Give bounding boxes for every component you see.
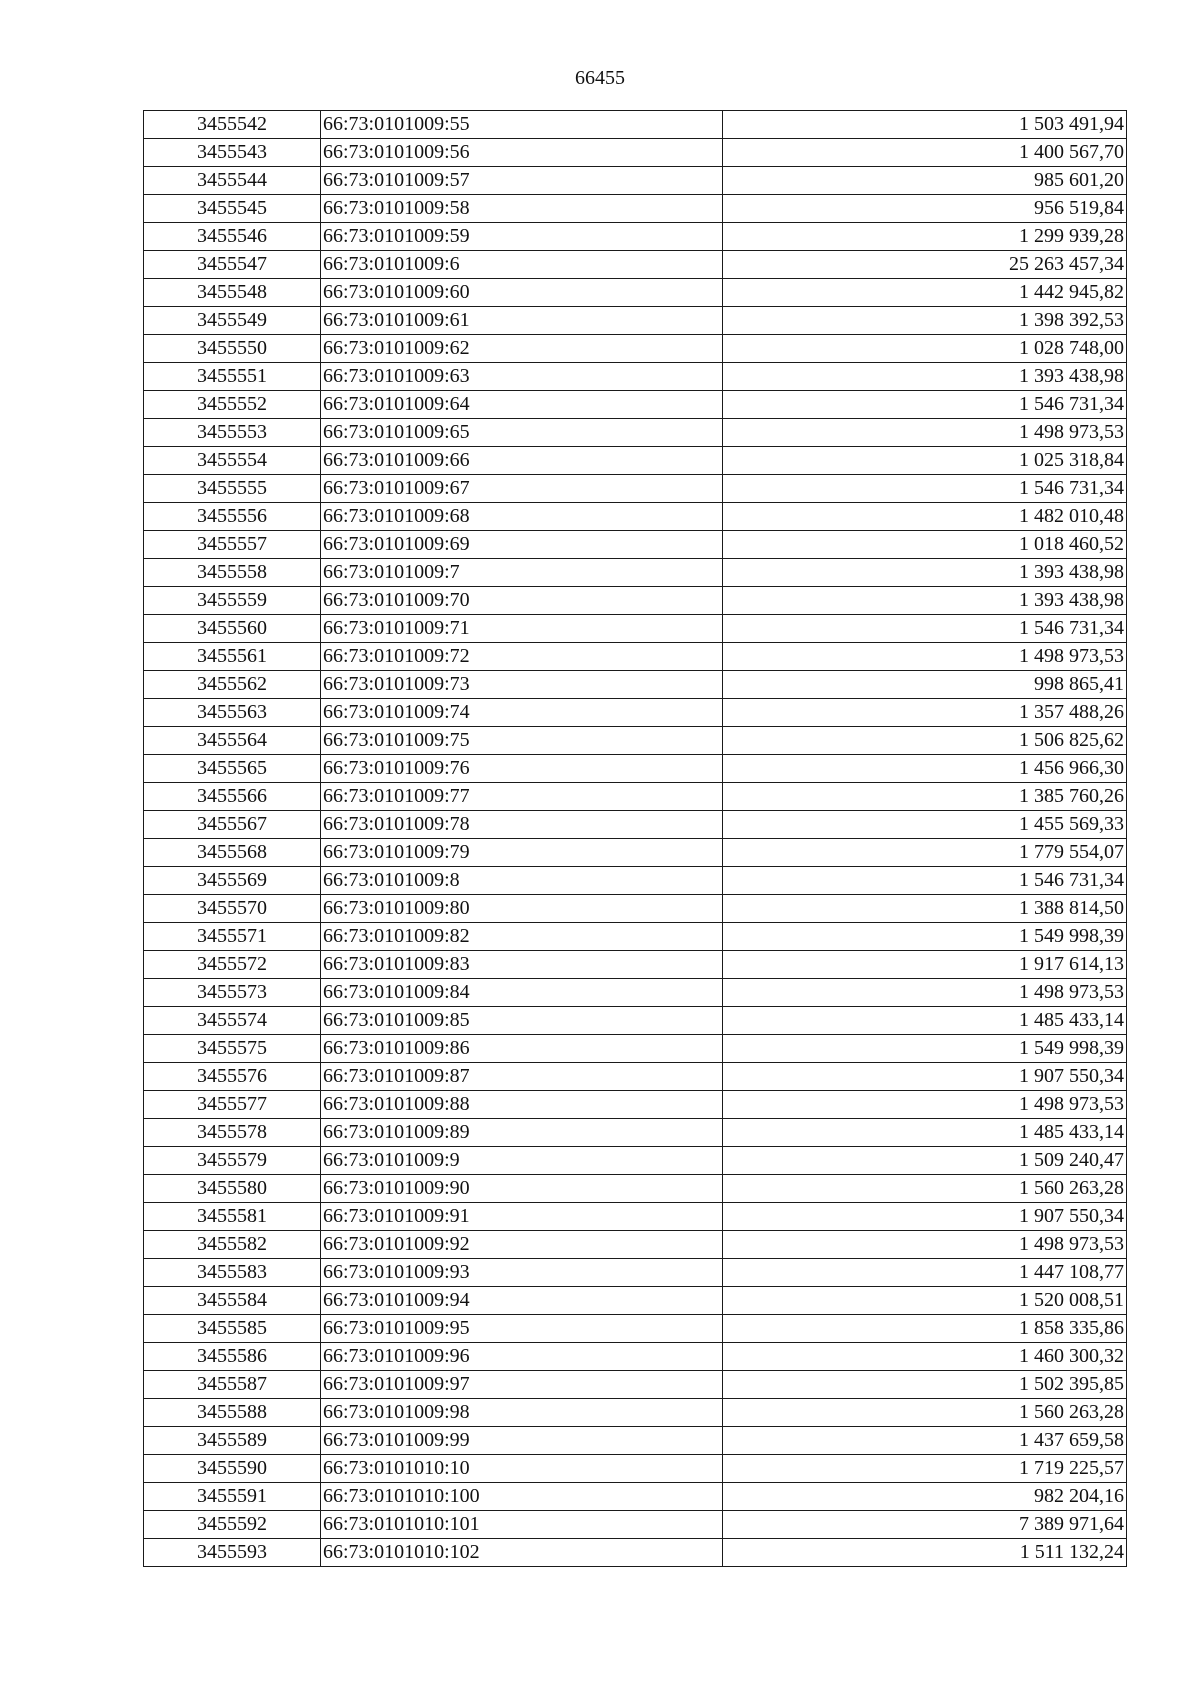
row-id-cell: 3455546 (144, 223, 321, 251)
cadastral-value-table (143, 110, 1127, 1567)
row-id-cell: 3455575 (144, 1035, 321, 1063)
cadastral-value-cell: 1 028 748,00 (723, 335, 1127, 363)
cadastral-number-cell: 66:73:0101009:68 (321, 503, 723, 531)
cadastral-value-cell: 1 447 108,77 (723, 1259, 1127, 1287)
row-id-cell: 3455565 (144, 755, 321, 783)
cadastral-number-cell: 66:73:0101009:57 (321, 167, 723, 195)
cadastral-value-cell: 1 025 318,84 (723, 447, 1127, 475)
cadastral-value-cell: 1 546 731,34 (723, 475, 1127, 503)
cadastral-value-cell: 1 393 438,98 (723, 559, 1127, 587)
row-id-cell: 3455558 (144, 559, 321, 587)
cadastral-value-cell: 1 498 973,53 (723, 643, 1127, 671)
cadastral-number-cell: 66:73:0101009:55 (321, 111, 723, 139)
cadastral-number-cell: 66:73:0101009:61 (321, 307, 723, 335)
cadastral-number-cell: 66:73:0101009:76 (321, 755, 723, 783)
row-id-cell: 3455560 (144, 615, 321, 643)
cadastral-value-cell: 1 456 966,30 (723, 755, 1127, 783)
row-id-cell: 3455571 (144, 923, 321, 951)
cadastral-number-cell: 66:73:0101009:86 (321, 1035, 723, 1063)
cadastral-value-cell: 1 560 263,28 (723, 1175, 1127, 1203)
row-id-cell: 3455564 (144, 727, 321, 755)
table-row (144, 755, 1127, 783)
cadastral-number-cell: 66:73:0101009:98 (321, 1399, 723, 1427)
cadastral-number-cell: 66:73:0101009:67 (321, 475, 723, 503)
row-id-cell: 3455585 (144, 1315, 321, 1343)
cadastral-value-cell: 985 601,20 (723, 167, 1127, 195)
cadastral-value-cell: 1 482 010,48 (723, 503, 1127, 531)
table-row (144, 307, 1127, 335)
table-row (144, 1259, 1127, 1287)
table-row (144, 1147, 1127, 1175)
row-id-cell: 3455592 (144, 1511, 321, 1539)
cadastral-number-cell: 66:73:0101009:56 (321, 139, 723, 167)
table-row (144, 1063, 1127, 1091)
row-id-cell: 3455589 (144, 1427, 321, 1455)
cadastral-number-cell: 66:73:0101009:85 (321, 1007, 723, 1035)
cadastral-number-cell: 66:73:0101009:92 (321, 1231, 723, 1259)
cadastral-number-cell: 66:73:0101009:9 (321, 1147, 723, 1175)
cadastral-value-cell: 1 549 998,39 (723, 923, 1127, 951)
cadastral-number-cell: 66:73:0101010:100 (321, 1483, 723, 1511)
table-row (144, 951, 1127, 979)
cadastral-number-cell: 66:73:0101009:78 (321, 811, 723, 839)
row-id-cell: 3455554 (144, 447, 321, 475)
cadastral-number-cell: 66:73:0101009:8 (321, 867, 723, 895)
table-row (144, 979, 1127, 1007)
cadastral-value-cell: 1 549 998,39 (723, 1035, 1127, 1063)
cadastral-number-cell: 66:73:0101009:73 (321, 671, 723, 699)
cadastral-number-cell: 66:73:0101009:69 (321, 531, 723, 559)
cadastral-number-cell: 66:73:0101009:65 (321, 419, 723, 447)
cadastral-value-cell: 1 398 392,53 (723, 307, 1127, 335)
table-row (144, 1119, 1127, 1147)
row-id-cell: 3455586 (144, 1343, 321, 1371)
table-row (144, 1483, 1127, 1511)
table-row (144, 503, 1127, 531)
cadastral-value-cell: 1 520 008,51 (723, 1287, 1127, 1315)
cadastral-number-cell: 66:73:0101009:94 (321, 1287, 723, 1315)
row-id-cell: 3455562 (144, 671, 321, 699)
table-row (144, 139, 1127, 167)
cadastral-value-cell: 1 858 335,86 (723, 1315, 1127, 1343)
table-row (144, 1427, 1127, 1455)
table-row (144, 727, 1127, 755)
row-id-cell: 3455548 (144, 279, 321, 307)
cadastral-value-cell: 1 485 433,14 (723, 1007, 1127, 1035)
cadastral-value-cell: 1 393 438,98 (723, 363, 1127, 391)
table-row (144, 531, 1127, 559)
row-id-cell: 3455559 (144, 587, 321, 615)
cadastral-number-cell: 66:73:0101010:102 (321, 1539, 723, 1567)
cadastral-number-cell: 66:73:0101009:84 (321, 979, 723, 1007)
row-id-cell: 3455552 (144, 391, 321, 419)
table-row (144, 895, 1127, 923)
cadastral-value-cell: 1 498 973,53 (723, 1231, 1127, 1259)
cadastral-value-cell: 956 519,84 (723, 195, 1127, 223)
table-row (144, 363, 1127, 391)
row-id-cell: 3455578 (144, 1119, 321, 1147)
row-id-cell: 3455582 (144, 1231, 321, 1259)
table-row (144, 1287, 1127, 1315)
cadastral-number-cell: 66:73:0101009:77 (321, 783, 723, 811)
table-row (144, 1371, 1127, 1399)
table-row (144, 335, 1127, 363)
cadastral-number-cell: 66:73:0101009:62 (321, 335, 723, 363)
table-row (144, 867, 1127, 895)
cadastral-number-cell: 66:73:0101009:87 (321, 1063, 723, 1091)
table-row (144, 811, 1127, 839)
row-id-cell: 3455557 (144, 531, 321, 559)
row-id-cell: 3455584 (144, 1287, 321, 1315)
table-row (144, 615, 1127, 643)
cadastral-number-cell: 66:73:0101009:91 (321, 1203, 723, 1231)
cadastral-value-cell: 1 502 395,85 (723, 1371, 1127, 1399)
cadastral-number-cell: 66:73:0101009:89 (321, 1119, 723, 1147)
row-id-cell: 3455591 (144, 1483, 321, 1511)
cadastral-value-cell: 25 263 457,34 (723, 251, 1127, 279)
table-row (144, 419, 1127, 447)
row-id-cell: 3455587 (144, 1371, 321, 1399)
row-id-cell: 3455553 (144, 419, 321, 447)
table-row (144, 587, 1127, 615)
cadastral-number-cell: 66:73:0101009:59 (321, 223, 723, 251)
cadastral-number-cell: 66:73:0101009:63 (321, 363, 723, 391)
row-id-cell: 3455572 (144, 951, 321, 979)
table-row (144, 1455, 1127, 1483)
table-row (144, 783, 1127, 811)
table-row (144, 111, 1127, 139)
cadastral-value-cell: 1 299 939,28 (723, 223, 1127, 251)
cadastral-value-cell: 1 546 731,34 (723, 391, 1127, 419)
cadastral-number-cell: 66:73:0101009:83 (321, 951, 723, 979)
cadastral-value-cell: 1 442 945,82 (723, 279, 1127, 307)
cadastral-value-cell: 1 455 569,33 (723, 811, 1127, 839)
cadastral-number-cell: 66:73:0101009:74 (321, 699, 723, 727)
table-row (144, 671, 1127, 699)
cadastral-number-cell: 66:73:0101009:90 (321, 1175, 723, 1203)
page-number: 66455 (575, 67, 625, 89)
cadastral-number-cell: 66:73:0101009:60 (321, 279, 723, 307)
table-row (144, 923, 1127, 951)
table-row (144, 1343, 1127, 1371)
row-id-cell: 3455579 (144, 1147, 321, 1175)
cadastral-number-cell: 66:73:0101009:72 (321, 643, 723, 671)
cadastral-value-cell: 1 719 225,57 (723, 1455, 1127, 1483)
cadastral-number-cell: 66:73:0101010:10 (321, 1455, 723, 1483)
row-id-cell: 3455570 (144, 895, 321, 923)
table-row (144, 559, 1127, 587)
table-row (144, 1175, 1127, 1203)
table-row (144, 699, 1127, 727)
cadastral-value-cell: 998 865,41 (723, 671, 1127, 699)
row-id-cell: 3455567 (144, 811, 321, 839)
table-row (144, 1315, 1127, 1343)
cadastral-value-cell: 1 393 438,98 (723, 587, 1127, 615)
cadastral-number-cell: 66:73:0101009:80 (321, 895, 723, 923)
row-id-cell: 3455545 (144, 195, 321, 223)
cadastral-value-cell: 982 204,16 (723, 1483, 1127, 1511)
cadastral-number-cell: 66:73:0101009:99 (321, 1427, 723, 1455)
cadastral-value-cell: 1 498 973,53 (723, 419, 1127, 447)
table-row (144, 643, 1127, 671)
cadastral-number-cell: 66:73:0101009:71 (321, 615, 723, 643)
row-id-cell: 3455555 (144, 475, 321, 503)
table-row (144, 195, 1127, 223)
cadastral-number-cell: 66:73:0101009:75 (321, 727, 723, 755)
cadastral-value-cell: 1 506 825,62 (723, 727, 1127, 755)
cadastral-value-cell: 1 907 550,34 (723, 1063, 1127, 1091)
cadastral-value-cell: 1 018 460,52 (723, 531, 1127, 559)
row-id-cell: 3455561 (144, 643, 321, 671)
row-id-cell: 3455577 (144, 1091, 321, 1119)
table-row (144, 1035, 1127, 1063)
cadastral-number-cell: 66:73:0101009:88 (321, 1091, 723, 1119)
table-row (144, 475, 1127, 503)
row-id-cell: 3455544 (144, 167, 321, 195)
cadastral-value-cell: 1 503 491,94 (723, 111, 1127, 139)
row-id-cell: 3455543 (144, 139, 321, 167)
cadastral-number-cell: 66:73:0101009:6 (321, 251, 723, 279)
row-id-cell: 3455551 (144, 363, 321, 391)
row-id-cell: 3455556 (144, 503, 321, 531)
cadastral-value-cell: 1 385 760,26 (723, 783, 1127, 811)
cadastral-number-cell: 66:73:0101009:7 (321, 559, 723, 587)
cadastral-number-cell: 66:73:0101009:64 (321, 391, 723, 419)
row-id-cell: 3455573 (144, 979, 321, 1007)
cadastral-value-cell: 7 389 971,64 (723, 1511, 1127, 1539)
cadastral-value-cell: 1 460 300,32 (723, 1343, 1127, 1371)
cadastral-value-cell: 1 917 614,13 (723, 951, 1127, 979)
row-id-cell: 3455581 (144, 1203, 321, 1231)
table-row (144, 1091, 1127, 1119)
cadastral-number-cell: 66:73:0101009:96 (321, 1343, 723, 1371)
table-row (144, 167, 1127, 195)
table-row (144, 223, 1127, 251)
table-row (144, 1231, 1127, 1259)
cadastral-number-cell: 66:73:0101009:79 (321, 839, 723, 867)
row-id-cell: 3455550 (144, 335, 321, 363)
row-id-cell: 3455566 (144, 783, 321, 811)
cadastral-value-cell: 1 485 433,14 (723, 1119, 1127, 1147)
cadastral-value-cell: 1 509 240,47 (723, 1147, 1127, 1175)
table-row (144, 1399, 1127, 1427)
cadastral-number-cell: 66:73:0101009:97 (321, 1371, 723, 1399)
cadastral-value-cell: 1 437 659,58 (723, 1427, 1127, 1455)
cadastral-number-cell: 66:73:0101009:70 (321, 587, 723, 615)
table-row (144, 839, 1127, 867)
cadastral-value-cell: 1 511 132,24 (723, 1539, 1127, 1567)
cadastral-value-cell: 1 400 567,70 (723, 139, 1127, 167)
row-id-cell: 3455574 (144, 1007, 321, 1035)
row-id-cell: 3455568 (144, 839, 321, 867)
cadastral-value-cell: 1 779 554,07 (723, 839, 1127, 867)
table-row (144, 447, 1127, 475)
cadastral-value-cell: 1 357 488,26 (723, 699, 1127, 727)
cadastral-number-cell: 66:73:0101009:66 (321, 447, 723, 475)
row-id-cell: 3455576 (144, 1063, 321, 1091)
row-id-cell: 3455588 (144, 1399, 321, 1427)
cadastral-number-cell: 66:73:0101009:93 (321, 1259, 723, 1287)
row-id-cell: 3455583 (144, 1259, 321, 1287)
table-row (144, 279, 1127, 307)
table-row (144, 1007, 1127, 1035)
row-id-cell: 3455563 (144, 699, 321, 727)
cadastral-value-cell: 1 388 814,50 (723, 895, 1127, 923)
cadastral-value-cell: 1 560 263,28 (723, 1399, 1127, 1427)
table-row (144, 251, 1127, 279)
table-row (144, 1511, 1127, 1539)
table-body (144, 111, 1127, 1567)
row-id-cell: 3455542 (144, 111, 321, 139)
table-row (144, 1203, 1127, 1231)
table-row (144, 1539, 1127, 1567)
cadastral-value-cell: 1 498 973,53 (723, 979, 1127, 1007)
row-id-cell: 3455593 (144, 1539, 321, 1567)
cadastral-value-cell: 1 907 550,34 (723, 1203, 1127, 1231)
row-id-cell: 3455569 (144, 867, 321, 895)
cadastral-number-cell: 66:73:0101009:58 (321, 195, 723, 223)
row-id-cell: 3455549 (144, 307, 321, 335)
table-row (144, 391, 1127, 419)
row-id-cell: 3455547 (144, 251, 321, 279)
cadastral-value-cell: 1 546 731,34 (723, 867, 1127, 895)
cadastral-number-cell: 66:73:0101009:82 (321, 923, 723, 951)
row-id-cell: 3455580 (144, 1175, 321, 1203)
cadastral-value-cell: 1 546 731,34 (723, 615, 1127, 643)
cadastral-number-cell: 66:73:0101010:101 (321, 1511, 723, 1539)
cadastral-value-cell: 1 498 973,53 (723, 1091, 1127, 1119)
row-id-cell: 3455590 (144, 1455, 321, 1483)
cadastral-number-cell: 66:73:0101009:95 (321, 1315, 723, 1343)
